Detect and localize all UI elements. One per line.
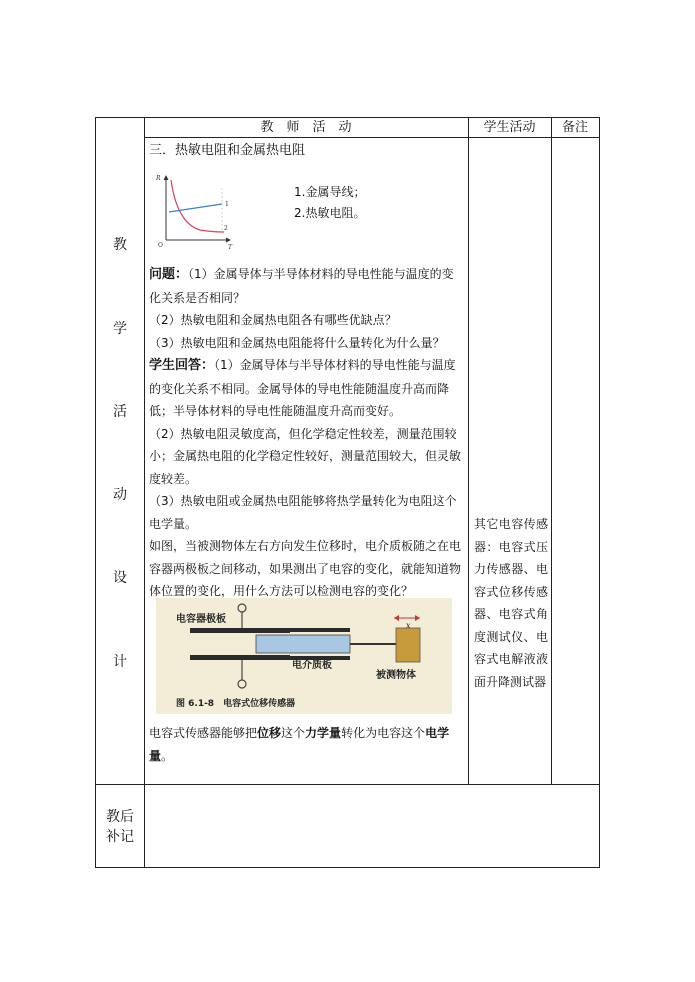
- capacitor-question: 如图，当被测物体左右方向发生位移时，电介质板随之在电容器两极板之间移动，如果测出了电容的变化，就能知道物体位置的变化，用什么方法可以检测电容的变化？: [149, 539, 462, 598]
- question-2: （2）热敏电阻和金属热电阻各有哪些优缺点？: [149, 313, 397, 327]
- qa-block: [149, 263, 465, 603]
- question-3: （3）热敏电阻和金属热电阻能将什么量转化为什么量？: [149, 335, 445, 350]
- side-char-4: 动: [113, 487, 127, 503]
- section-divider: [95, 784, 600, 785]
- graph-legend-2: 2.热敏电阻。: [294, 206, 366, 220]
- conclusion-text-1: 电容式传感器能够把: [149, 726, 258, 740]
- side-char-3: 活: [113, 404, 127, 420]
- col-divider-2: [468, 117, 469, 785]
- header-teacher-activity: 教 师 活 动: [260, 120, 352, 135]
- col-divider-1: [144, 117, 145, 868]
- conclusion-bold-1: 位移: [257, 726, 282, 740]
- figure-top-plate: [190, 628, 290, 633]
- conclusion-bold-3: 电学量: [149, 726, 450, 763]
- table-top-border: [95, 117, 600, 118]
- answers-label: 学生回答：: [149, 358, 215, 373]
- question-1: （1）金属导体与半导体材料的导电性能与温度的变化关系是否相同？: [149, 267, 454, 305]
- col-divider-3: [551, 117, 552, 785]
- conclusion-text-2: 这个: [281, 726, 306, 740]
- postscript-label-line1: 教后: [106, 809, 134, 825]
- questions-label: 问题：: [149, 267, 189, 282]
- graph-curve-thermistor: [171, 180, 224, 232]
- figure-measured-object: [396, 628, 420, 662]
- header-student-activity: 学生活动: [483, 120, 536, 135]
- postscript-label-line2: 补记: [106, 829, 134, 845]
- conclusion-bold-2: 力学量: [305, 726, 342, 740]
- figure-dielectric-slab: [256, 635, 350, 653]
- conclusion-text-4: 。: [161, 748, 174, 763]
- figure-plate-label: 电容器极板: [176, 614, 226, 625]
- figure-dielectric-label: 电介质板: [292, 660, 332, 671]
- conclusion: [149, 722, 465, 767]
- figure-bottom-plate: [190, 655, 290, 660]
- side-char-5: 设: [113, 570, 127, 586]
- conclusion-text-3: 转化为电容这个: [341, 726, 426, 740]
- answer-3: （3）热敏电阻或金属热电阻能够将热学量转化为电阻这个电学量。: [149, 494, 457, 531]
- table-right-border: [599, 117, 600, 868]
- header-bottom-border: [144, 137, 600, 138]
- graph-legend-1: 1.金属导线；: [294, 185, 366, 199]
- graph-origin-label: O: [158, 242, 163, 249]
- graph-curve1-label: 1: [225, 201, 229, 208]
- answer-2: （2）热敏电阻灵敏度高，但化学稳定性较差，测量范围较小；金属热电阻的化学稳定性较好，测量范围较大，但灵敏度较差。: [149, 426, 462, 486]
- answer-1: （1）金属导体与半导体材料的导电性能与温度的变化关系不相同。金属导体的导电性能随温度升高而降低；半导体材料的导电性能随温度升高而变好。: [149, 358, 456, 418]
- header-remarks: 备注: [561, 120, 588, 135]
- side-char-1: 教: [113, 237, 127, 253]
- graph-y-label: R: [156, 175, 161, 182]
- side-char-6: 计: [113, 654, 127, 670]
- section-title: 三．热敏电阻和金属热电阻: [149, 143, 306, 158]
- side-char-2: 学: [113, 321, 127, 337]
- resistance-temperature-graph: [152, 168, 242, 250]
- graph-curve2-label: 2: [224, 225, 228, 232]
- student-activity-text: 其它电容传感器：电容式压力传感器、电容式位移传感器、电容式角度测试仪、电容式电解液液面升降测试器: [474, 517, 548, 689]
- figure-object-label: 被测物体: [376, 670, 416, 681]
- table-bottom-border: [95, 867, 600, 868]
- figure-x-label: x: [406, 621, 411, 630]
- graph-x-label: T: [228, 244, 233, 250]
- figure-caption: 图 6.1-8 电容式位移传感器: [176, 699, 296, 709]
- capacitive-displacement-sensor-figure: [156, 598, 452, 714]
